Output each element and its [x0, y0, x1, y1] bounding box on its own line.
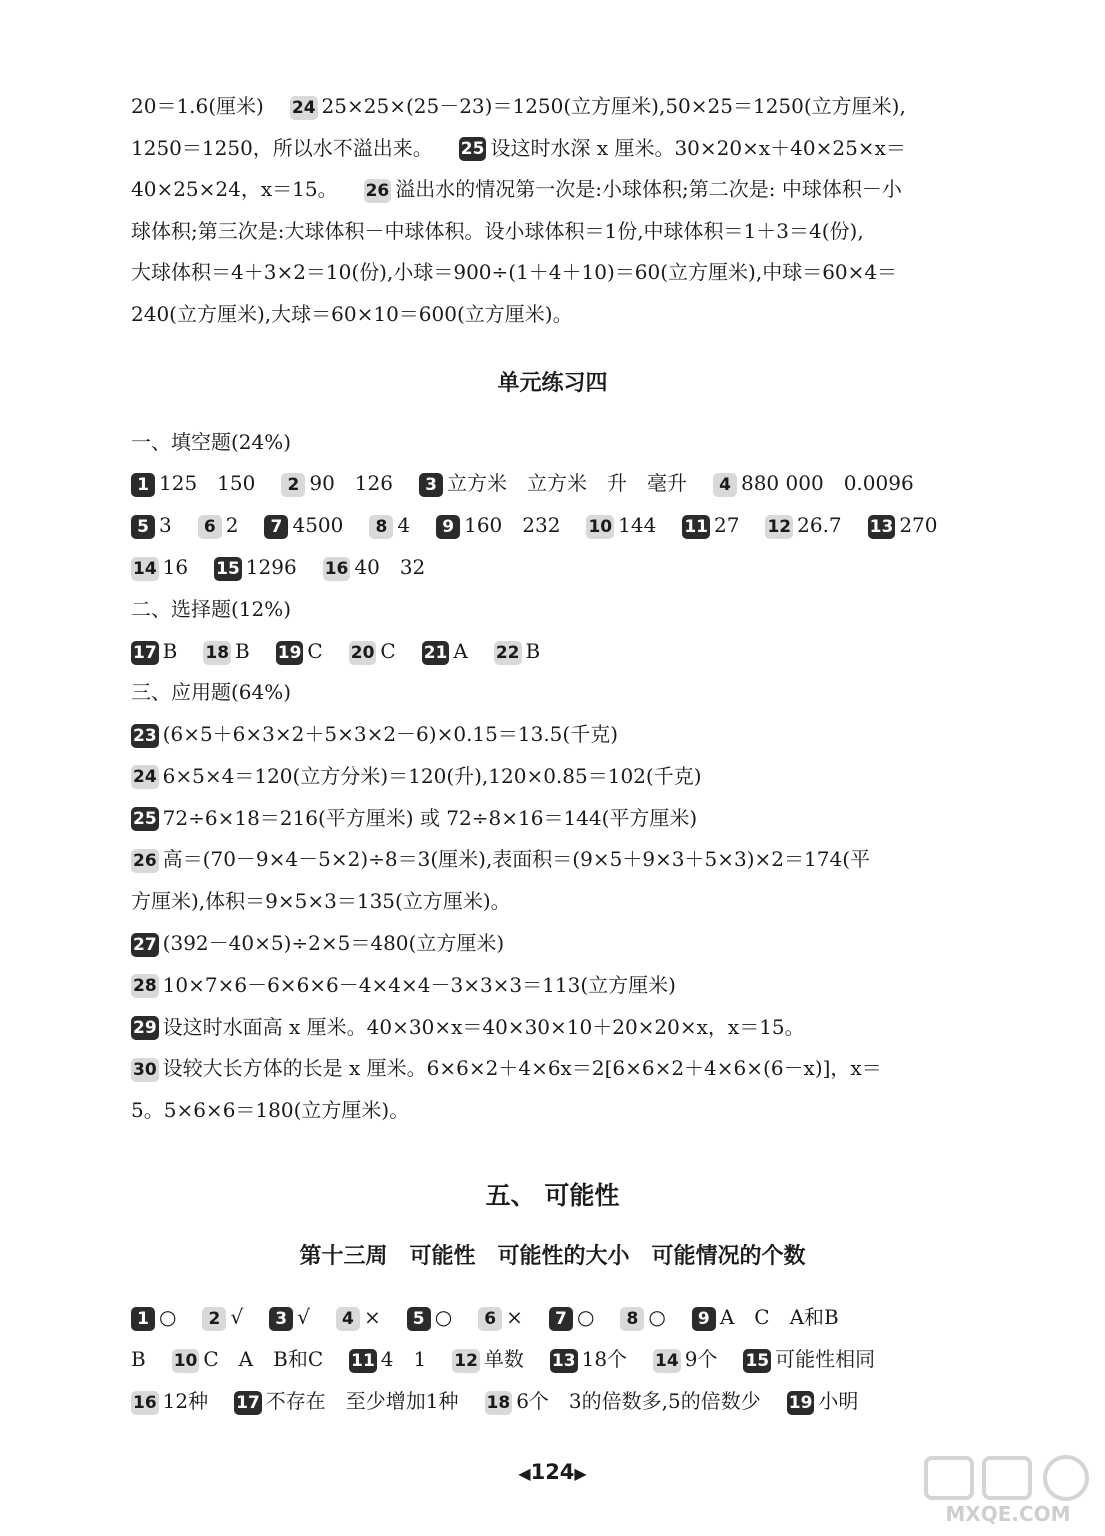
answer-text: 160 232 — [464, 513, 561, 537]
answer-text: 90 126 — [309, 471, 393, 495]
answer-text: 10×7×6－6×6×6－4×4×4－3×3×3＝113(立方厘米) — [162, 972, 676, 997]
watermark — [918, 1452, 1098, 1530]
answer-text: 方厘米),体积＝9×5×3＝135(立方厘米)。 — [131, 889, 511, 914]
answer-line — [131, 91, 906, 121]
question-number-badge: 23 — [133, 725, 157, 746]
right-triangle-icon: ▶ — [574, 1464, 587, 1483]
answer-line — [131, 510, 938, 540]
left-triangle-icon: ◀ — [518, 1464, 531, 1483]
question-number-badge: 19 — [788, 1392, 813, 1413]
answer-text: 125 150 — [159, 471, 256, 495]
answer-text: 72÷6×18＝216(平方厘米) 或 72÷8×16＝144(平方厘米) — [162, 805, 698, 830]
answer-text: × — [363, 1305, 381, 1329]
answer-text: 26.7 — [797, 513, 842, 537]
answer-text: 1250＝1250，所以水不溢出来。 — [131, 135, 433, 160]
question-number-badge: 22 — [495, 642, 520, 663]
answer-text: 144 — [618, 513, 657, 537]
answer-text: 240(立方厘米),大球＝60×10＝600(立方厘米)。 — [131, 302, 573, 326]
answer-text: 设这时水深 x 厘米。30×20×x＋40×25×x＝ — [490, 135, 906, 160]
answer-line — [131, 1344, 875, 1374]
answer-text: ○ — [648, 1305, 666, 1329]
question-number-badge: 9 — [692, 1307, 716, 1331]
answer-text: × — [506, 1305, 523, 1329]
question-number-badge: 18 — [486, 1392, 511, 1413]
answer-line — [131, 1302, 839, 1332]
answer-line — [131, 133, 906, 163]
question-number-badge: 11 — [351, 1350, 375, 1371]
answer-text: 6×5×4＝120(立方分米)＝120(升),120×0.85＝102(千克) — [162, 763, 702, 788]
question-number-badge: 4 — [713, 473, 737, 497]
answer-line — [131, 216, 864, 246]
answer-text: 6个 3的倍数多,5的倍数少 — [516, 1389, 761, 1413]
answer-text: ○ — [576, 1305, 595, 1329]
question-number-badge: 11 — [684, 516, 708, 537]
answer-text: √ — [297, 1305, 310, 1329]
section-apply-title: 三、应用题(64%) — [131, 680, 292, 704]
answer-line — [131, 552, 425, 582]
answer-text: C A B和C — [203, 1347, 324, 1371]
question-number-badge: 28 — [133, 976, 157, 997]
question-number-badge: 13 — [869, 516, 894, 537]
answer-text: B — [162, 639, 178, 663]
answer-text: (6×5＋6×3×2＋5×3×2－6)×0.15＝13.5(千克) — [162, 722, 619, 746]
question-number-badge: 15 — [745, 1350, 770, 1371]
answer-text: 设较大长方体的长是 x 厘米。6×6×2＋4×6x＝2[6×6×2＋4×6×(6－x)]，x＝ — [162, 1056, 882, 1081]
answer-text: 5。5×6×6＝180(立方厘米)。 — [131, 1098, 410, 1123]
question-number-badge: 7 — [549, 1307, 573, 1331]
answer-text: ○ — [434, 1305, 453, 1329]
answer-text: 880 000 0.0096 — [740, 471, 914, 495]
answer-text: 25×25×(25－23)＝1250(立方厘米),50×25＝1250(立方厘米), — [321, 94, 906, 118]
answer-text: 大球体积＝4＋3×2＝10(份),小球＝900÷(1＋4＋10)＝60(立方厘米),中球＝60×4＝ — [131, 260, 898, 285]
answer-text: B — [235, 639, 250, 663]
question-number-badge: 16 — [324, 558, 349, 579]
question-number-badge: 18 — [205, 642, 230, 663]
answer-text: B — [131, 1347, 146, 1371]
question-number-badge: 25 — [133, 809, 157, 830]
answer-text: 立方米 立方米 升 毫升 — [446, 471, 687, 495]
answer-text: 27 — [714, 513, 740, 537]
question-number-badge: 12 — [454, 1350, 478, 1371]
answer-text: 小明 — [818, 1389, 859, 1413]
answer-text: 18个 — [581, 1347, 628, 1371]
unit-review-title: 单元练习四 — [497, 371, 608, 396]
answer-text: 1296 — [245, 555, 297, 579]
question-number-badge: 5 — [131, 515, 155, 539]
page-number-text: 124 — [530, 1460, 575, 1484]
answer-text: 4 1 — [380, 1347, 427, 1371]
question-number-badge: 15 — [216, 558, 240, 579]
answer-line — [131, 761, 702, 791]
question-number-badge: 13 — [551, 1350, 576, 1371]
answer-text: (392－40×5)÷2×5＝480(立方厘米) — [162, 931, 505, 955]
answer-line — [131, 1053, 882, 1083]
question-number-badge: 16 — [133, 1392, 157, 1413]
question-number-badge: 17 — [133, 642, 157, 663]
answer-text: 设这时水面高 x 厘米。40×30×x＝40×30×10＋20×20×x，x＝15。 — [162, 1014, 805, 1039]
question-number-badge: 14 — [655, 1350, 679, 1371]
question-number-badge: 10 — [588, 516, 613, 537]
question-number-badge: 29 — [133, 1018, 157, 1039]
answer-text: √ — [230, 1305, 244, 1329]
answer-text: 单数 — [483, 1347, 524, 1371]
question-number-badge: 25 — [460, 139, 485, 160]
answer-text: 高＝(70－9×4－5×2)÷8＝3(厘米),表面积＝(9×5＋9×3＋5×3)×2＝174(平 — [162, 847, 870, 872]
question-number-badge: 21 — [423, 642, 448, 663]
answer-text: 40×25×24，x＝15。 — [131, 177, 338, 202]
watermark-logo-icon — [918, 1452, 1098, 1504]
question-number-badge: 4 — [336, 1307, 360, 1331]
answer-text: 12种 — [162, 1389, 209, 1413]
question-number-badge: 17 — [236, 1392, 260, 1413]
question-number-badge: 9 — [436, 515, 460, 539]
answer-line — [131, 970, 676, 1000]
answer-text: 溢出水的情况第一次是:小球体积;第二次是: 中球体积－小 — [395, 177, 902, 202]
question-number-badge: 1 — [131, 473, 155, 497]
question-number-badge: 14 — [133, 558, 157, 579]
answer-line — [131, 844, 870, 874]
answer-text: C — [307, 639, 323, 663]
question-number-badge: 2 — [202, 1307, 226, 1331]
watermark-site: MXQE.COM — [945, 1502, 1071, 1526]
answer-line — [131, 1386, 858, 1416]
question-number-badge: 2 — [281, 473, 305, 497]
answer-text: 3 — [159, 513, 172, 537]
answer-line — [131, 719, 618, 749]
answer-text: ○ — [159, 1305, 177, 1329]
answer-text: 16 — [162, 555, 189, 579]
answer-text: 9个 — [684, 1347, 718, 1371]
question-number-badge: 3 — [269, 1307, 293, 1331]
answer-line — [131, 1012, 805, 1042]
answer-text: A C A和B — [719, 1305, 839, 1329]
question-number-badge: 20 — [350, 642, 375, 663]
answer-line — [131, 1095, 409, 1125]
answer-line — [131, 299, 573, 329]
question-number-badge: 12 — [767, 516, 792, 537]
answer-line — [131, 928, 504, 958]
section-fill-title: 一、填空题(24%) — [131, 430, 292, 454]
answer-line — [131, 886, 511, 916]
answer-line — [131, 257, 897, 287]
week-title: 第十三周 可能性 可能性的大小 可能情况的个数 — [299, 1244, 806, 1269]
answer-text: C — [380, 639, 396, 663]
question-number-badge: 19 — [277, 642, 302, 663]
answer-text: 20＝1.6(厘米) — [131, 94, 264, 118]
chapter-title: 五、 可能性 — [485, 1181, 620, 1210]
question-number-badge: 26 — [365, 180, 390, 201]
question-number-badge: 8 — [620, 1307, 644, 1331]
question-number-badge: 3 — [419, 473, 443, 497]
answer-text: 可能性相同 — [775, 1347, 876, 1371]
answer-text: A — [453, 639, 468, 663]
question-number-badge: 30 — [133, 1059, 157, 1080]
answer-line — [131, 636, 540, 666]
question-number-badge: 8 — [369, 515, 393, 539]
answer-line — [131, 174, 902, 204]
answer-text: 270 — [899, 513, 938, 537]
answer-text: B — [525, 639, 541, 663]
question-number-badge: 5 — [407, 1307, 431, 1331]
question-number-badge: 24 — [133, 767, 157, 788]
section-choice-title: 二、选择题(12%) — [131, 597, 292, 621]
question-number-badge: 27 — [133, 934, 157, 955]
answer-line — [131, 468, 914, 498]
answer-text: 2 — [225, 513, 239, 537]
answer-text: 40 32 — [354, 555, 426, 579]
question-number-badge: 26 — [133, 850, 157, 871]
answer-text: 4500 — [292, 513, 344, 537]
question-number-badge: 10 — [173, 1350, 198, 1371]
question-number-badge: 6 — [478, 1307, 502, 1331]
question-number-badge: 7 — [264, 515, 288, 539]
answer-text: 4 — [397, 513, 411, 537]
question-number-badge: 1 — [131, 1307, 155, 1331]
question-number-badge: 6 — [198, 515, 222, 539]
answer-text: 球体积;第三次是:大球体积－中球体积。设小球体积＝1份,中球体积＝1＋3＝4(份), — [131, 218, 864, 243]
answer-line — [131, 803, 697, 833]
answer-text: 不存在 至少增加1种 — [265, 1389, 459, 1413]
question-number-badge: 24 — [291, 97, 316, 118]
